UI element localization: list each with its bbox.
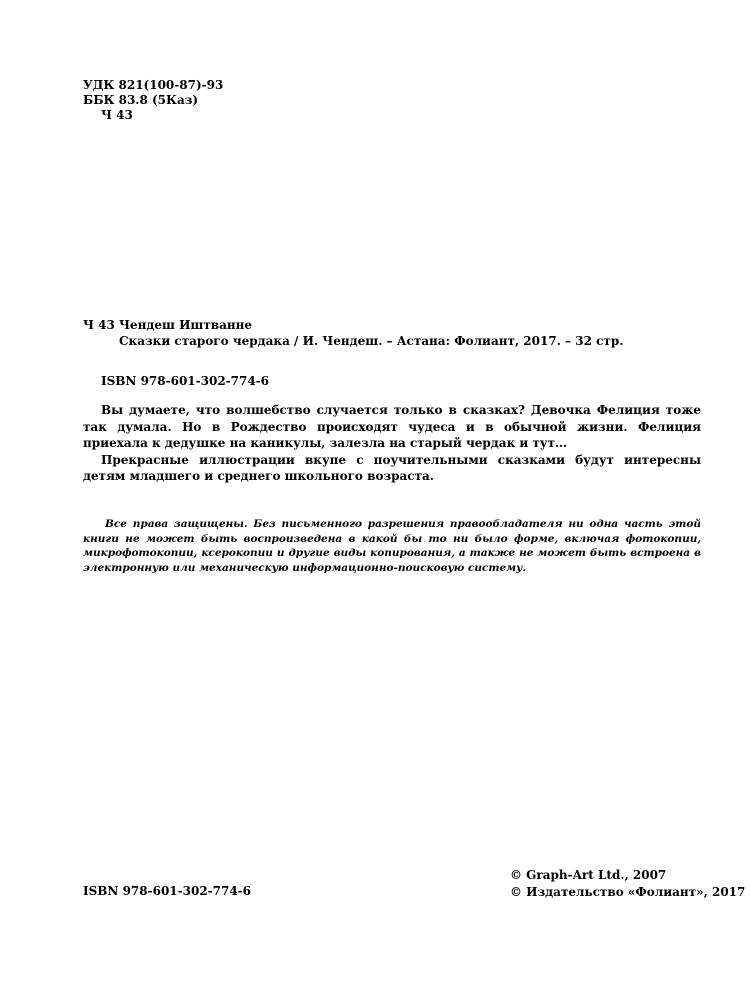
copyright-line-2: © Издательство «Фолиант», 2017: [510, 885, 746, 899]
isbn-top: ISBN 978-601-302-774-6: [101, 374, 270, 388]
annotation-paragraph-2: Прекрасные иллюстрации вкупе с поучительными сказками будут интересны детям младшего и среднего школьного возраста.: [83, 452, 701, 483]
annotation-paragraph-1: Вы думаете, что волшебство случается только в сказках? Девочка Фелиция тоже так думала. Но в Рождество происходят чудеса и в обычной жизни. Фелиция приехала к дедушке на каникулы, залезла на старый чердак и тут…: [83, 403, 701, 450]
bib-title-line: Сказки старого чердака / И. Чендеш. – Астана: Фолиант, 2017. – 32 стр.: [119, 334, 624, 348]
author-mark: Ч 43: [101, 108, 133, 122]
bib-author: Чендеш Иштванне: [119, 318, 253, 332]
bibliographic-record: [83, 317, 623, 349]
classification-block: [83, 78, 223, 123]
annotation: [83, 402, 701, 485]
bbk-code: ББК 83.8 (5Каз): [83, 93, 199, 107]
bib-line-author: [83, 317, 623, 333]
isbn-bottom: ISBN 978-601-302-774-6: [83, 884, 252, 898]
bib-code: Ч 43: [83, 318, 115, 332]
udk-code: УДК 821(100-87)-93: [83, 78, 224, 92]
copyright-lines: [510, 867, 745, 901]
rights-notice: Все права защищены. Без письменного разрешения правообладателя ни одна часть этой книги не может быть воспроизведена в какой бы то ни было форме, включая фотокопии, микрофотокопии, ксерокопии и другие виды копирования, а также не может быть встроена в электронную или механическую информационно-поисковую систему.: [83, 518, 701, 574]
copyright-line-1: © Graph-Art Ltd., 2007: [510, 868, 667, 882]
